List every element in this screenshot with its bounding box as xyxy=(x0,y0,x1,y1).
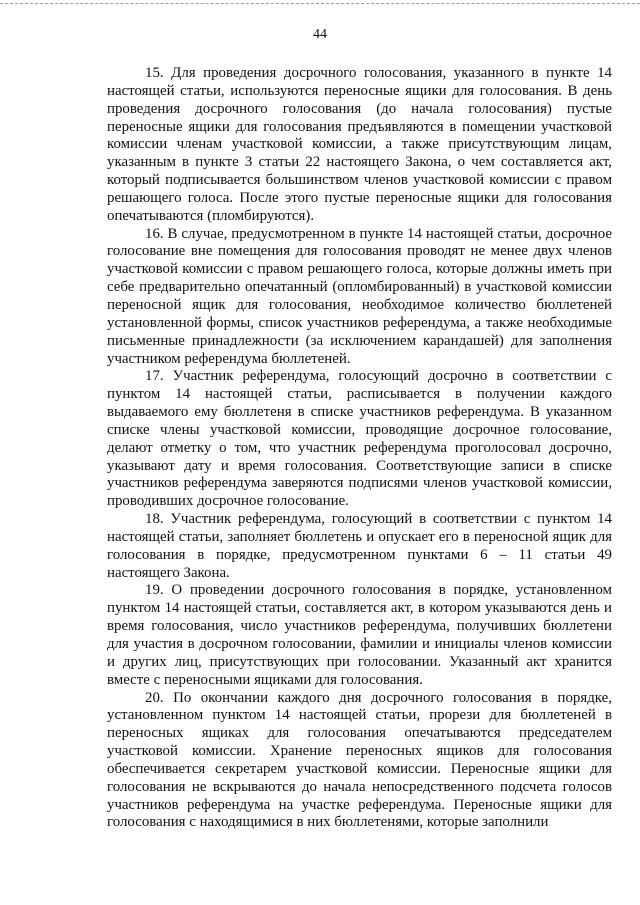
paragraph-18: 18. Участник референдума, голосующий в соответствии с пунктом 14 настоящей статьи, заполняет бюллетень и опускает его в переносной ящик для голосования в порядке, предусмотренном пунктами 6 – 11 статьи 49 настоящего Закона. xyxy=(107,511,612,581)
paragraph-16: 16. В случае, предусмотренном в пункте 14 настоящей статьи, досрочное голосование вне помещения для голосования проводят не менее двух членов участковой комиссии с правом решающего голоса, которые должны иметь при себе предварительно опечатанный (опломбированный) в участковой комиссии переносной ящик для голосования, необходимое количество бюллетеней установленной формы, список участников референдума, а также необходимые письменные принадлежности (за исключением карандашей) для заполнения участником референдума бюллетеней. xyxy=(107,225,612,367)
document-body xyxy=(107,65,612,832)
paragraph-15: 15. Для проведения досрочного голосования, указанного в пункте 14 настоящей статьи, используются переносные ящики для голосования. В день проведения досрочного голосования (до начала голосования) пустые переносные ящики для голосования предъявляются в помещении участковой комиссии членам участковой комиссии, а также присутствующим лицам, указанным в пункте 3 статьи 22 настоящего Закона, о чем составляется акт, который подписывается большинством членов участковой комиссии с правом решающего голоса. После этого пустые переносные ящики для голосования опечатываются (пломбируются). xyxy=(107,65,612,224)
paragraph-17: 17. Участник референдума, голосующий досрочно в соответствии с пунктом 14 настоящей статьи, расписывается в получении каждого выдаваемого ему бюллетеня в списке участников референдума. В указанном списке члены участковой комиссии, проводящие досрочное голосование, делают отметку о том, что участник референдума проголосовал досрочно, указывают дату и время голосования. Соответствующие записи в списке участников референдума заверяются подписями членов участковой комиссии, проводивших досрочное голосование. xyxy=(107,368,612,510)
paragraph-19: 19. О проведении досрочного голосования в порядке, установленном пунктом 14 настоящей статьи, составляется акт, в котором указываются день и время голосования, число участников референдума, получивших бюллетени для участия в досрочном голосовании, фамилии и инициалы членов комиссии и других лиц, присутствующих при голосовании. Указанный акт хранится вместе с переносными ящиками для голосования. xyxy=(107,582,612,688)
paragraph-20: 20. По окончании каждого дня досрочного голосования в порядке, установленном пунктом 14 настоящей статьи, прорези для бюллетеней в переносных ящиках для голосования опечатываются председателем участковой комиссии. Хранение переносных ящиков для голосования обеспечивается секретарем участковой комиссии. Переносные ящики для голосования не вскрываются до начала непосредственного подсчета голосов участников референдума на участке референдума. Переносные ящики для голосования с находящимися в них бюллетенями, которые заполнили xyxy=(107,689,612,831)
scan-top-edge xyxy=(0,3,640,4)
page-number: 44 xyxy=(313,27,327,42)
